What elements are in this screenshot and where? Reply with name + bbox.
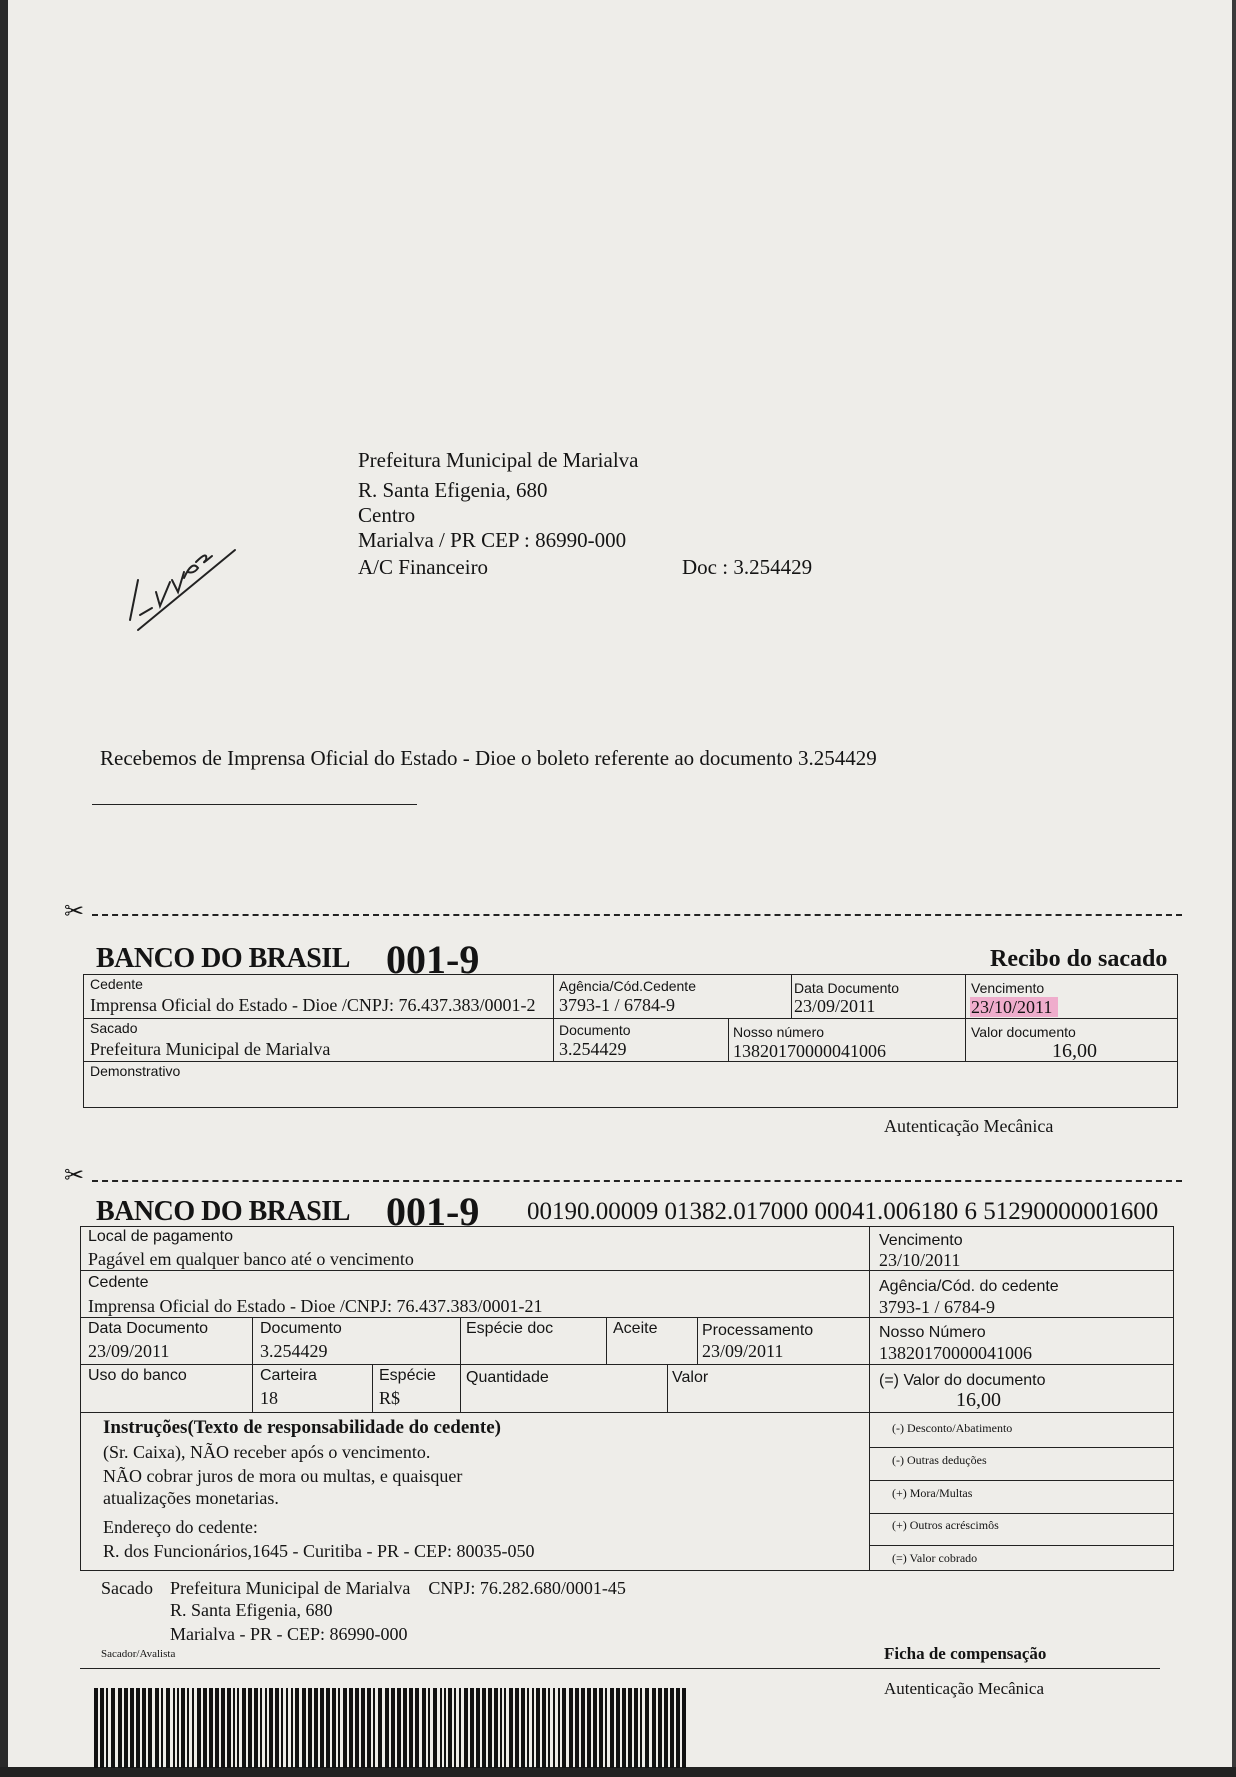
ficha-sacado-line2: R. Santa Efigenia, 680 (170, 1600, 333, 1620)
recibo-bank-code: 001-9 (386, 937, 480, 982)
recibo-bank-name: BANCO DO BRASIL (96, 943, 350, 974)
ficha-autenticacao: Autenticação Mecânica (884, 1679, 1044, 1698)
scan-edge-bottom (0, 1767, 1236, 1777)
ficha-cedente-label: Cedente (88, 1274, 149, 1291)
ficha-carteira-label: Carteira (260, 1367, 317, 1384)
ficha-row-divider (869, 1513, 1174, 1514)
ficha-processamento-label: Processamento (702, 1322, 814, 1339)
recibo-venc-value: 23/10/2011 (970, 997, 1058, 1017)
recibo-autenticacao: Autenticação Mecânica (884, 1116, 1054, 1136)
ficha-especie-label: Espécie (379, 1367, 436, 1384)
ficha-row-divider (869, 1545, 1174, 1546)
ficha-cedente-value: Imprensa Oficial do Estado - Dioe /CNPJ: 76.437.383/0001-21 (88, 1296, 543, 1316)
ficha-instr-1: (Sr. Caixa), NÃO receber após o vencimento. (103, 1442, 431, 1462)
ficha-especie-value: R$ (379, 1388, 401, 1408)
ficha-local-value: Pagável em qualquer banco até o vencimento (88, 1249, 414, 1269)
recibo-documento-label: Documento (559, 1022, 631, 1038)
ficha-sacador-label: Sacador/Avalista (101, 1648, 176, 1660)
ficha-bank-code: 001-9 (386, 1189, 480, 1234)
recibo-nosso-label: Nosso número (733, 1024, 825, 1040)
recibo-col-divider (553, 974, 554, 1061)
ficha-linha-digitavel: 00190.00009 01382.017000 00041.006180 6 51290000001600 (527, 1198, 1159, 1225)
ficha-mora: (+) Mora/Multas (892, 1486, 973, 1500)
scissors-icon: ✂ (64, 1163, 85, 1189)
ficha-compensacao-label: Ficha de compensação (884, 1644, 1047, 1663)
ficha-nosso-label: Nosso Número (879, 1324, 986, 1341)
ficha-agencia-value: 3793-1 / 6784-9 (879, 1297, 995, 1317)
recibo-col-divider (791, 974, 792, 1018)
letter-doc: Doc : 3.254429 (682, 555, 813, 579)
recibo-agencia-value: 3793-1 / 6784-9 (559, 995, 675, 1015)
ficha-venc-label: Vencimento (879, 1232, 963, 1249)
ficha-right-column-divider (869, 1226, 870, 1571)
ficha-col-divider (667, 1364, 668, 1412)
ficha-desconto: (-) Desconto/Abatimento (892, 1421, 1013, 1435)
scissors-icon: ✂ (64, 899, 85, 925)
recibo-demonstrativo-label: Demonstrativo (90, 1063, 181, 1079)
ficha-uso-banco-label: Uso do banco (88, 1367, 187, 1384)
recibo-row-divider (83, 1061, 1178, 1062)
ficha-instr-4: Endereço do cedente: (103, 1517, 258, 1537)
ficha-local-label: Local de pagamento (88, 1228, 233, 1245)
ficha-sacado-label: Sacado (101, 1578, 153, 1598)
signature-line (92, 804, 417, 805)
barcode (90, 1688, 690, 1768)
ficha-venc-value: 23/10/2011 (879, 1250, 961, 1270)
recibo-data-doc-label: Data Documento (794, 980, 900, 996)
cut-line (92, 914, 1182, 916)
ficha-instr-title: Instruções(Texto de responsabilidade do cedente) (103, 1417, 501, 1438)
ficha-col-divider (252, 1317, 253, 1412)
recibo-nosso-value: 13820170000041006 (733, 1041, 886, 1061)
ficha-outras-deducoes: (-) Outras deduções (892, 1453, 987, 1467)
recibo-agencia-label: Agência/Cód.Cedente (559, 978, 696, 994)
ficha-quantidade-label: Quantidade (466, 1369, 549, 1386)
ficha-col-divider (697, 1317, 698, 1364)
ficha-nosso-value: 13820170000041006 (879, 1343, 1032, 1363)
ficha-bank-name: BANCO DO BRASIL (96, 1196, 350, 1227)
recibo-col-divider (965, 974, 966, 1061)
letter-org: Prefeitura Municipal de Marialva (358, 448, 639, 472)
ficha-col-divider (460, 1317, 461, 1412)
ficha-instr-2: NÃO cobrar juros de mora ou multas, e quaisquer (103, 1466, 463, 1486)
ficha-valor-doc-label: (=) Valor do documento (879, 1372, 1046, 1389)
scan-edge-right (1232, 0, 1236, 1777)
recibo-data-doc-value: 23/09/2011 (794, 996, 876, 1016)
handwritten-annotation (120, 520, 250, 640)
ficha-instr-5: R. dos Funcionários,1645 - Curitiba - PR - CEP: 80035-050 (103, 1541, 535, 1561)
recibo-valor-label: Valor documento (971, 1024, 1076, 1040)
ficha-valor-label: Valor (672, 1369, 709, 1386)
ficha-valor-doc-value: 16,00 (956, 1389, 1001, 1411)
letter-street: R. Santa Efigenia, 680 (358, 478, 548, 502)
ficha-agencia-label: Agência/Cód. do cedente (879, 1278, 1059, 1295)
ficha-carteira-value: 18 (260, 1388, 278, 1408)
recibo-title: Recibo do sacado (990, 946, 1168, 972)
recibo-valor-value: 16,00 (1052, 1040, 1097, 1062)
ficha-col-divider (606, 1317, 607, 1364)
ficha-sacado-line3: Marialva - PR - CEP: 86990-000 (170, 1624, 408, 1644)
ficha-aceite-label: Aceite (613, 1320, 658, 1337)
ficha-instr-3: atualizações monetarias. (103, 1488, 279, 1508)
ficha-documento-value: 3.254429 (260, 1341, 328, 1361)
recibo-documento-value: 3.254429 (559, 1039, 627, 1059)
ficha-row-divider (80, 1412, 1174, 1413)
recibo-venc-label: Vencimento (971, 980, 1045, 996)
ficha-valor-cobrado: (=) Valor cobrado (892, 1551, 978, 1565)
ficha-sacado-line1: Prefeitura Municipal de Marialva CNPJ: 76.282.680/0001-45 (170, 1578, 626, 1598)
recibo-sacado-value: Prefeitura Municipal de Marialva (90, 1039, 331, 1059)
scan-edge-left (0, 0, 8, 1777)
recibo-sacado-label: Sacado (90, 1020, 138, 1036)
ficha-especie-doc-label: Espécie doc (466, 1320, 554, 1337)
letter-city: Marialva / PR CEP : 86990-000 (358, 528, 627, 552)
ficha-row-divider (869, 1480, 1174, 1481)
cut-line (92, 1180, 1182, 1182)
ficha-data-doc-label: Data Documento (88, 1320, 209, 1337)
recibo-cedente-label: Cedente (90, 976, 143, 992)
recibo-row-divider (83, 1018, 1178, 1019)
recibo-col-divider (728, 1018, 729, 1061)
ficha-row-divider (80, 1270, 1174, 1271)
letter-attention: A/C Financeiro (358, 555, 489, 579)
recibo-cedente-value: Imprensa Oficial do Estado - Dioe /CNPJ: 76.437.383/0001-2 (90, 995, 536, 1015)
ficha-row-divider (869, 1447, 1174, 1448)
ficha-documento-label: Documento (260, 1320, 342, 1337)
receipt-statement: Recebemos de Imprensa Oficial do Estado - Dioe o boleto referente ao documento 3.254429 (100, 746, 877, 770)
ficha-row-divider (80, 1364, 1174, 1365)
ficha-col-divider (372, 1364, 373, 1412)
ficha-outros-acrescimos: (+) Outros acréscimôs (892, 1518, 999, 1532)
ficha-processamento-value: 23/09/2011 (702, 1341, 784, 1361)
letter-district: Centro (358, 503, 416, 527)
ficha-bottom-line (80, 1668, 1160, 1669)
ficha-row-divider (80, 1317, 1174, 1318)
ficha-data-doc-value: 23/09/2011 (88, 1341, 170, 1361)
